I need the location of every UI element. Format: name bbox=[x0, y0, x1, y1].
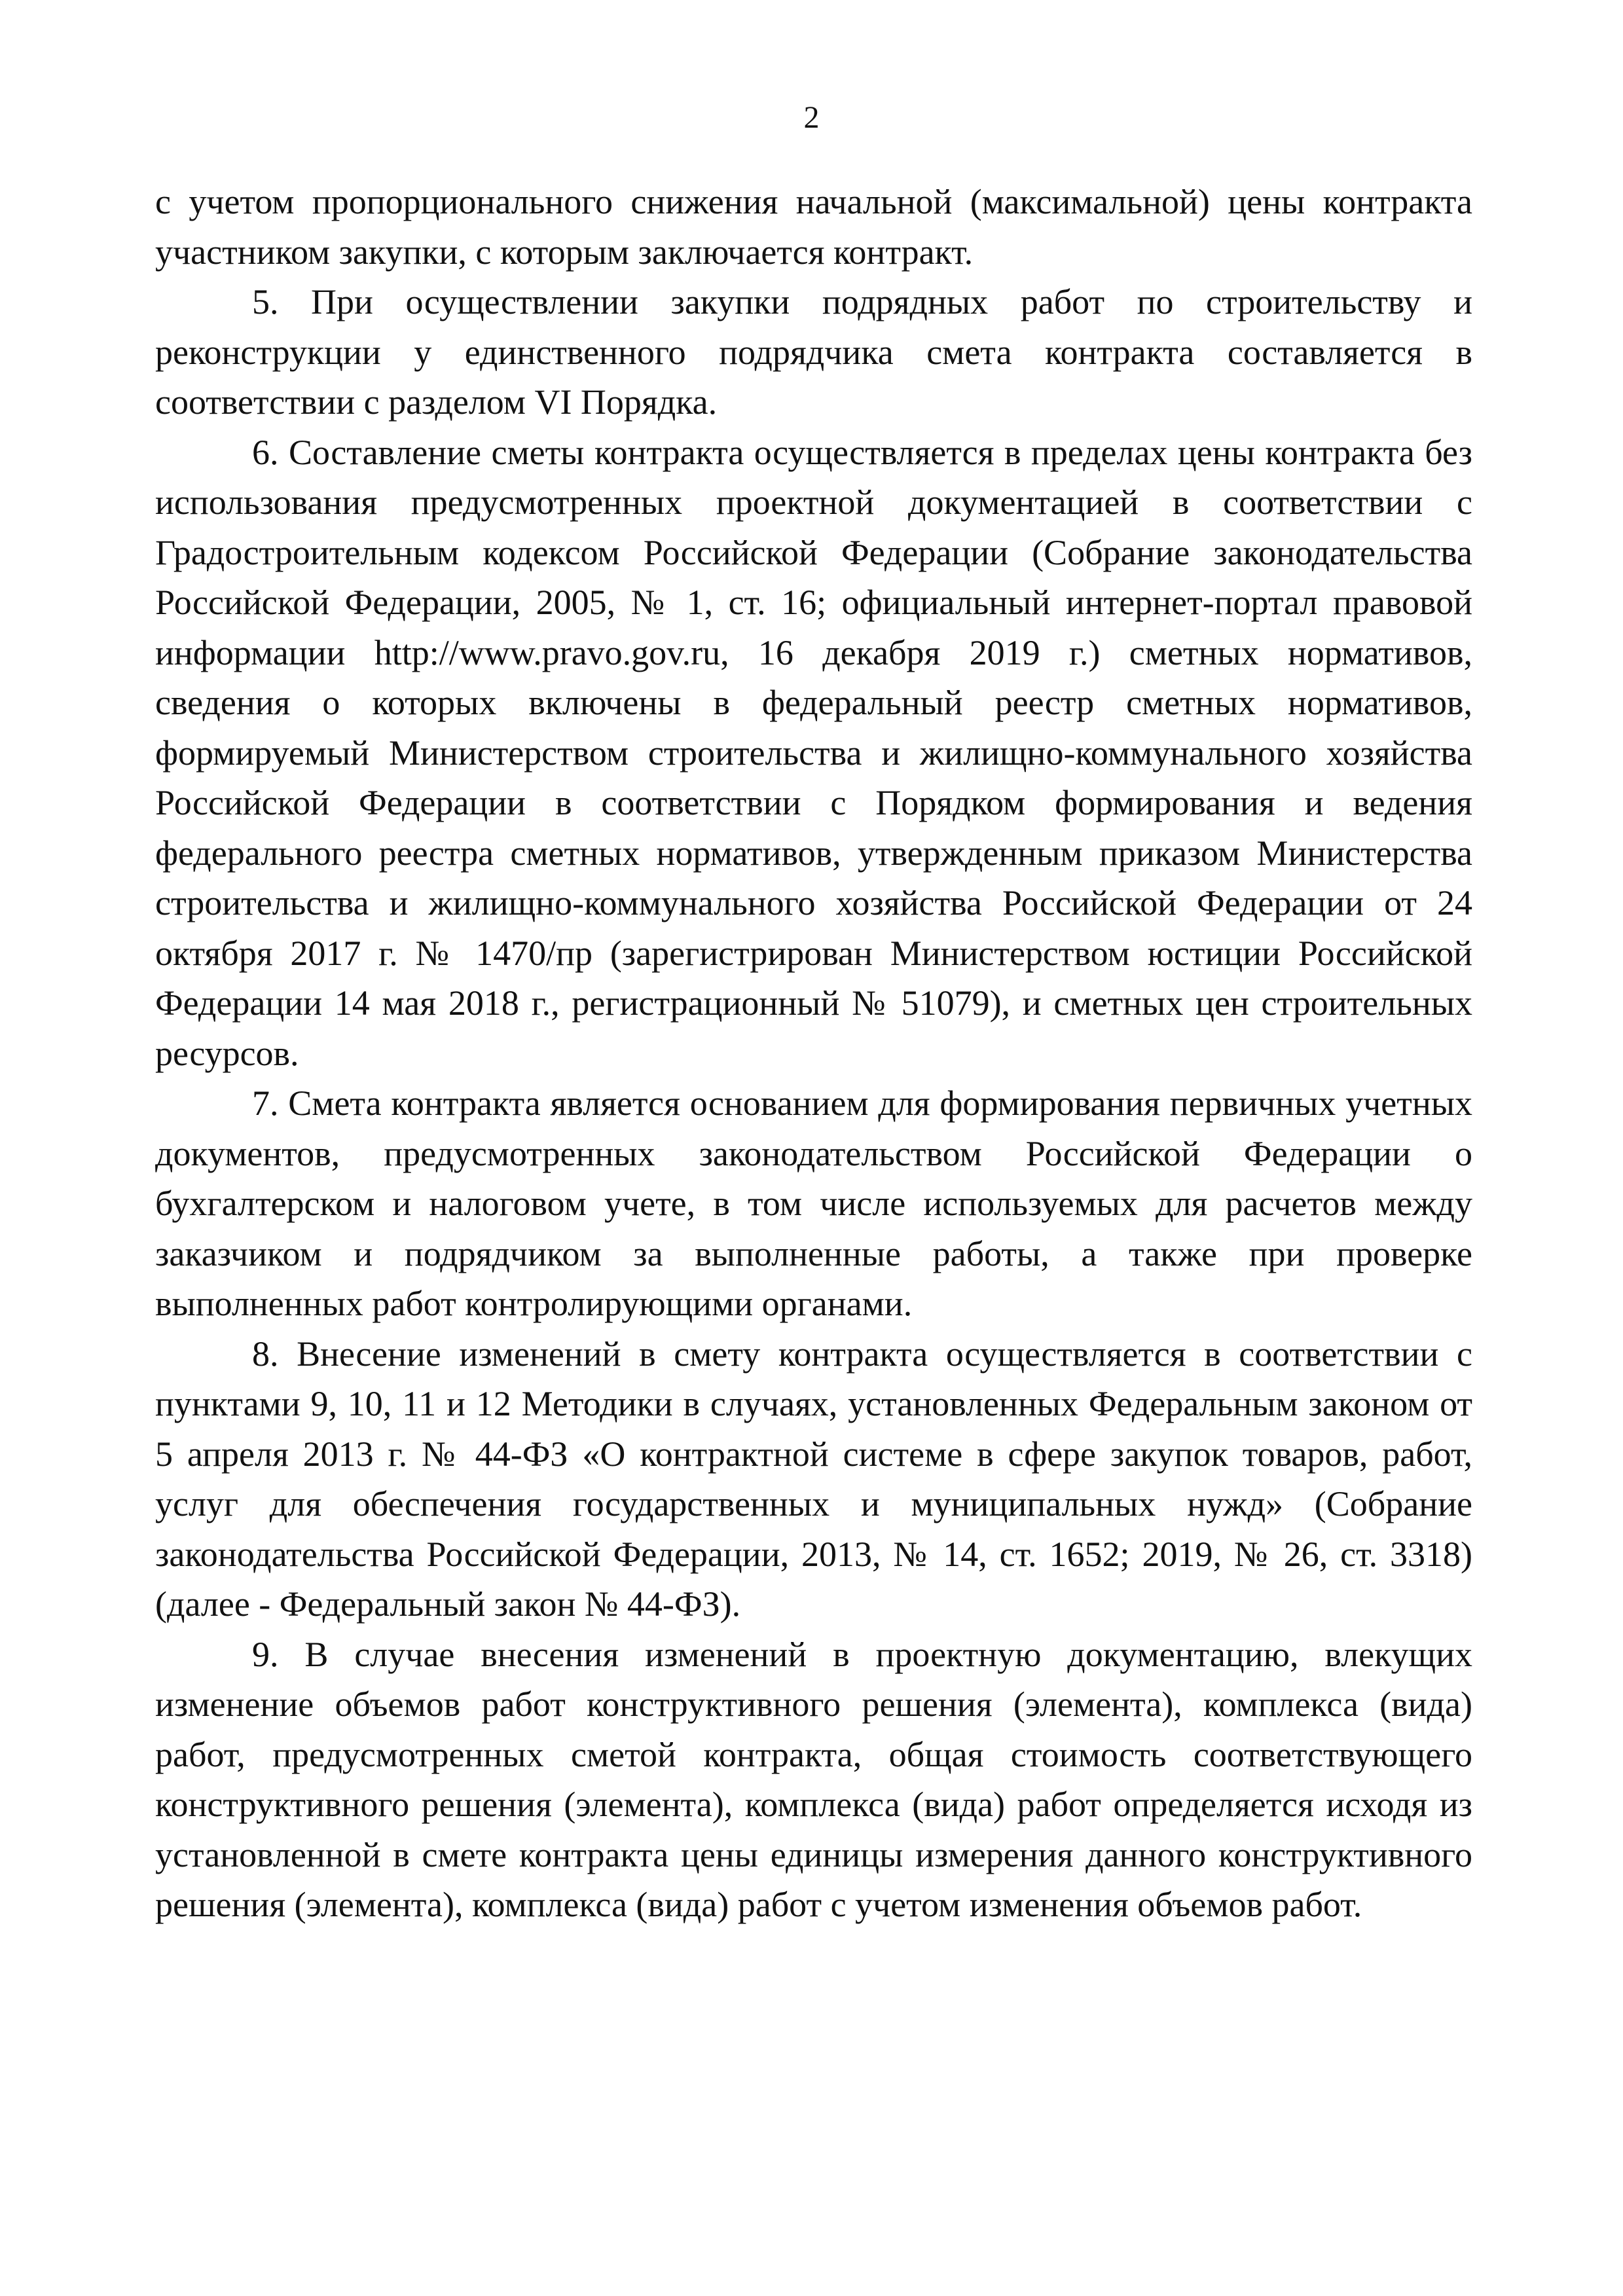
paragraph-continuation: с учетом пропорционального снижения начальной (максимальной) цены контракта участником закупки, с которым заключается контракт. bbox=[155, 182, 1472, 272]
paragraph-item-6: 6. Составление сметы контракта осуществляется в пределах цены контракта без использования предусмотренных проектной документацией в соответствии с Градостроительным кодексом Российской Федерации (Собрание законодательства Российской Федерации, 2005, № 1, ст. 16; официальный интернет-портал правовой информации http://www.pravo.gov.ru, 16 декабря 2019 г.) сметных нормативов, сведения о которых включены в федеральный реестр сметных нормативов, формируемый Министерством строительства и жилищно-коммунального хозяйства Российской Федерации в соответствии с Порядком формирования и ведения федерального реестра сметных нормативов, утвержденным приказом Министерства строительства и жилищно-коммунального хозяйства Российской Федерации от 24 октября 2017 г. № 1470/пр (зарегистрирован Министерством юстиции Российской Федерации 14 мая 2018 г., регистрационный № 51079), и сметных цен строительных ресурсов. bbox=[155, 432, 1472, 1073]
document-body bbox=[155, 177, 1472, 1930]
paragraph-item-7: 7. Смета контракта является основанием для формирования первичных учетных документов, предусмотренных законодательством Российской Федерации о бухгалтерском и налоговом учете, в том числе используемых для расчетов между заказчиком и подрядчиком за выполненные работы, а также при проверке выполненных работ контролирующими органами. bbox=[155, 1084, 1472, 1323]
paragraph-item-5: 5. При осуществлении закупки подрядных работ по строительству и реконструкции у единственного подрядчика смета контракта составляется в соответствии с разделом VI Порядка. bbox=[155, 282, 1472, 422]
paragraph-item-8: 8. Внесение изменений в смету контракта осуществляется в соответствии с пунктами 9, 10, 11 и 12 Методики в случаях, установленных Федеральным законом от 5 апреля 2013 г. № 44-ФЗ «О контрактной системе в сфере закупок товаров, работ, услуг для обеспечения государственных и муниципальных нужд» (Собрание законодательства Российской Федерации, 2013, № 14, ст. 1652; 2019, № 26, ст. 3318) (далее - Федеральный закон № 44-ФЗ). bbox=[155, 1334, 1472, 1624]
page-number: 2 bbox=[803, 100, 820, 135]
paragraph-item-9: 9. В случае внесения изменений в проектную документацию, влекущих изменение объемов работ конструктивного решения (элемента), комплекса (вида) работ, предусмотренных сметой контракта, общая стоимость соответствующего конструктивного решения (элемента), комплекса (вида) работ определяется исходя из установленной в смете контракта цены единицы измерения данного конструктивного решения (элемента), комплекса (вида) работ с учетом изменения объемов работ. bbox=[155, 1634, 1472, 1924]
